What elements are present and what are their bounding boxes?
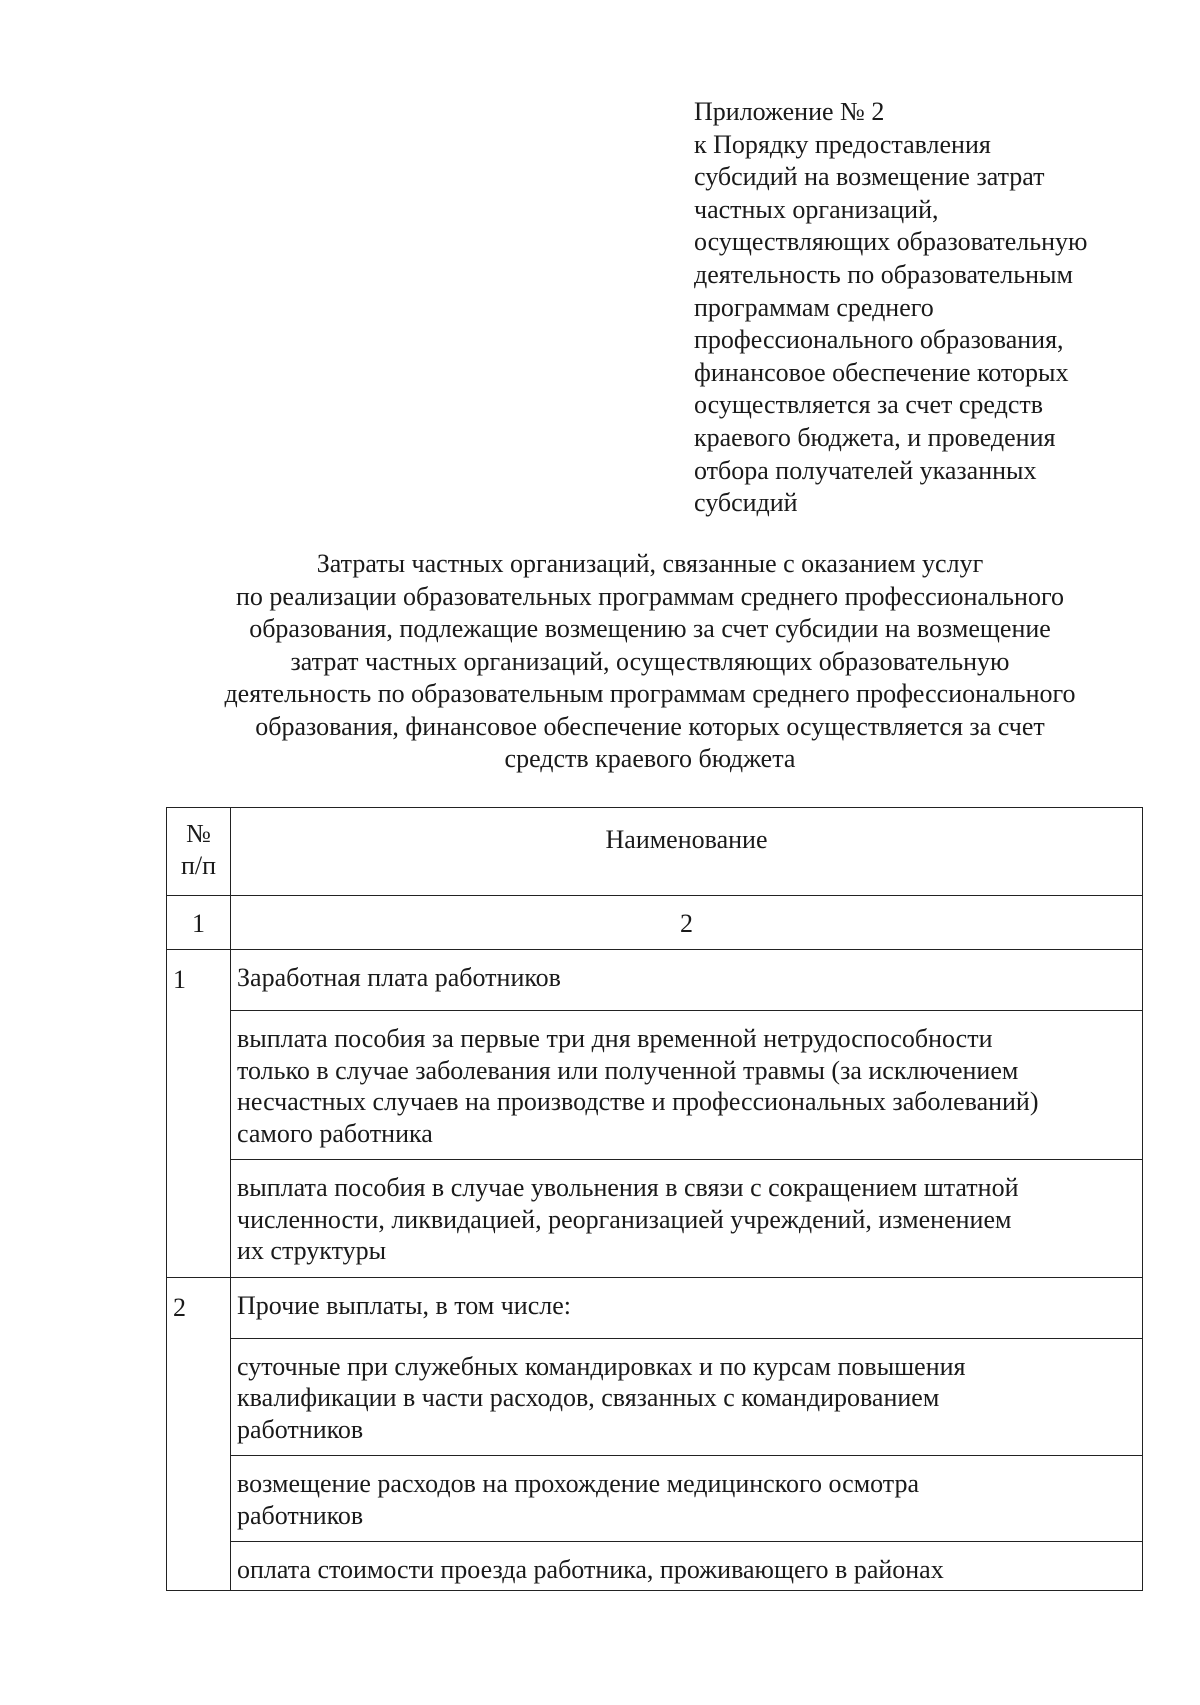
annex-line: краевого бюджета, и проведения [694,422,1056,452]
title-line: образования, подлежащие возмещению за счет субсидии на возмещение [249,614,1051,643]
table-header-row [167,808,1143,896]
annex-heading [694,96,1154,520]
header-num-cell [167,808,231,896]
annex-line: осуществляющих образовательную [694,227,1088,257]
annex-line: Приложение № 2 [694,97,885,126]
item-line: их структуры [237,1236,387,1265]
item-line: выплата пособия за первые три дня временной нетрудоспособности [237,1024,993,1053]
item-line: суточные при служебных командировках и по курсам повышения [237,1351,966,1381]
column-index-row [167,896,1143,950]
item-line: квалификации в части расходов, связанных с командированием [237,1383,940,1412]
item-line: несчастных случаев на производстве и профессиональных заболеваний) [237,1087,1039,1116]
annex-line: частных организаций, [694,194,939,224]
column-index-1: 1 [167,896,231,950]
table-row [167,1160,1143,1278]
table-row [167,1011,1143,1160]
table-row [167,1338,1143,1456]
section-title: Прочие выплаты, в том числе: [231,1277,1143,1338]
item-line: работников [237,1500,364,1530]
item-cell [231,1456,1143,1542]
item-cell [231,1338,1143,1456]
title-line: по реализации образовательных программам среднего профессионального [236,581,1064,611]
title-line: затрат частных организаций, осуществляющих образовательную [290,646,1010,676]
item-cell [231,1542,1143,1591]
title-line: средств краевого бюджета [504,744,796,773]
item-cell [231,1011,1143,1160]
item-line: возмещение расходов на прохождение медицинского осмотра [237,1469,920,1498]
row-number: 2 [167,1277,231,1590]
annex-line: программам среднего [694,292,934,322]
item-line: работников [237,1414,364,1444]
annex-line: финансовое обеспечение которых [694,357,1069,387]
item-line: численности, ликвидацией, реорганизацией учреждений, изменением [237,1204,1012,1234]
row-number: 1 [167,950,231,1278]
document-title [150,548,1150,776]
table-row [167,1277,1143,1338]
item-line: самого работника [237,1118,433,1148]
item-line: выплата пособия в случае увольнения в связи с сокращением штатной [237,1173,1019,1202]
table-row [167,1542,1143,1591]
table-row [167,950,1143,1011]
title-line: Затраты частных организаций, связанные с оказанием услуг [316,549,984,578]
item-line: только в случае заболевания или полученной травмы (за исключением [237,1055,1019,1085]
column-index-2: 2 [231,896,1143,950]
item-cell [231,1160,1143,1278]
header-num-label: п/п [180,850,217,880]
table-row [167,1456,1143,1542]
annex-line: субсидий на возмещение затрат [694,162,1045,192]
title-line: образования, финансовое обеспечение которых осуществляется за счет [255,711,1045,741]
annex-line: осуществляется за счет средств [694,390,1043,420]
item-line: оплата стоимости проезда работника, проживающего в районах [237,1555,944,1584]
section-title: Заработная плата работников [231,950,1143,1011]
annex-line: профессионального образования, [694,325,1064,355]
annex-line: субсидий [694,488,798,518]
title-line: деятельность по образовательным программам среднего профессионального [224,679,1076,708]
costs-table [166,807,1143,1591]
annex-line: отбора получателей указанных [694,455,1037,485]
annex-line: к Порядку предоставления [694,129,991,159]
header-num-symbol: № [186,819,211,848]
annex-line: деятельность по образовательным [694,259,1073,289]
header-name-cell: Наименование [231,808,1143,896]
